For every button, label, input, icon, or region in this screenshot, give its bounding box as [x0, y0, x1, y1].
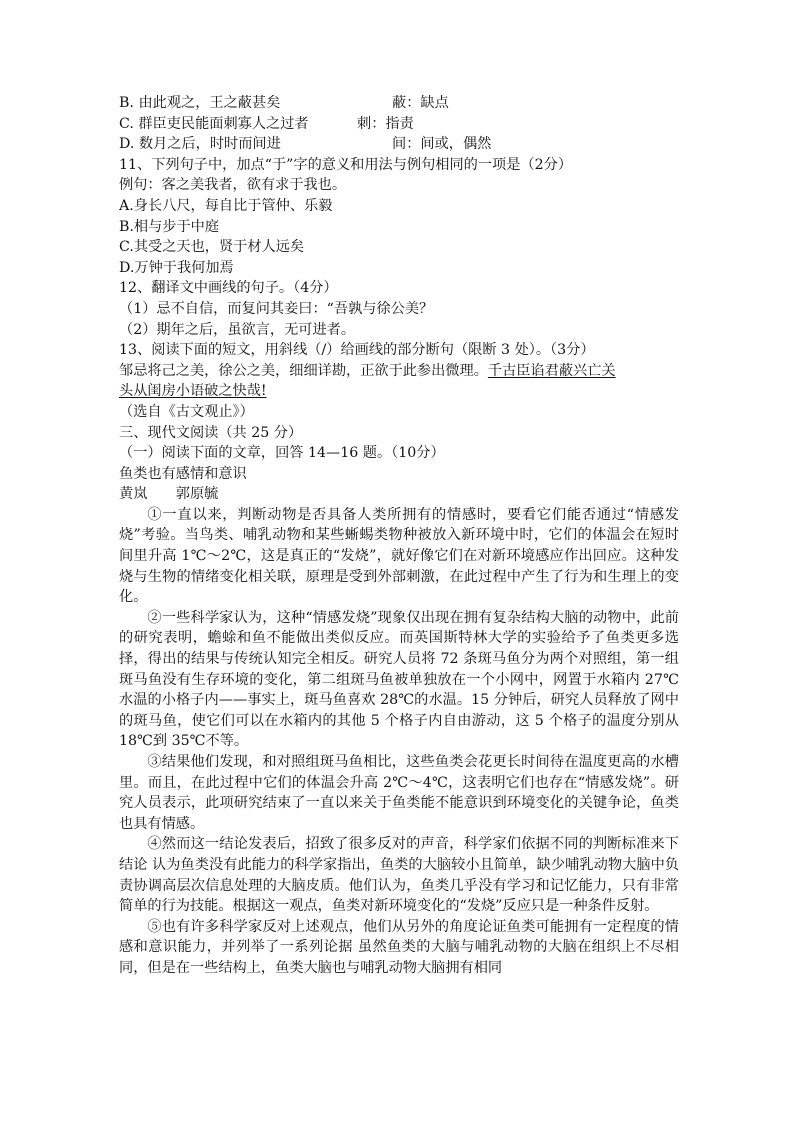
- article-authors: 黄岚 郭原毓: [119, 486, 219, 503]
- q10-option-c: [119, 114, 679, 135]
- option-text: D. 数月之后，时时而间进: [119, 136, 281, 153]
- q12-item-1: （1）忌不自信，而复问其妾曰：“吾孰与徐公美？: [119, 300, 434, 317]
- option-text: B. 由此观之，王之蔽甚矣: [119, 95, 281, 111]
- q13-stem: 13、阅读下面的短文，用斜线（/）给画线的部分断句（限断 3 处）。（3分）: [119, 342, 595, 359]
- q13-source: （选自《古文观止》）: [119, 403, 254, 420]
- q13-passage-line-2: [119, 381, 679, 402]
- q11-option-c: C.其受之天也，贤于材人远矣: [119, 239, 305, 256]
- section-heading: 三、现代文阅读（共 25 分）: [119, 424, 303, 441]
- article-paragraph-4: ④然而这一结论发表后，招致了很多反对的声音，科学家们依据不同的判断标准来下结论 认为鱼类没有此能力的科学家指出，鱼类的大脑较小且简单，缺少哺乳动物大脑中负责协调高层次信息处理的大脑皮质。他们认为，鱼类几乎没有学习和记忆能力，只有非常简单的行为技能。根据这一观点，鱼类对新环境变化的“发烧”反应只是一种条件反射。: [119, 836, 679, 915]
- passage-plain: 邹忌将己之美，徐公之美，细细详勘，正欲于此参出微理。: [119, 362, 488, 379]
- q11-option-a: A.身长八尺，每自比于管仲、乐毅: [119, 197, 333, 214]
- option-gloss: 刺：指责: [357, 115, 414, 132]
- q10-option-d: [119, 134, 679, 155]
- article-paragraph-5: ⑤也有许多科学家反对上述观点，他们从另外的角度论证鱼类可能拥有一定程度的情感和意识能力，并列举了一系列论据 虽然鱼类的大脑与哺乳动物的大脑在组织上不尽相同，但是在一些结构上，鱼类大脑也与哺乳动物大脑拥有相同: [119, 918, 679, 976]
- q12-item-2: （2）期年之后，虽欲言，无可进者。: [119, 321, 356, 338]
- option-gloss: 蔽：缺点: [392, 95, 449, 111]
- document-page: [119, 93, 679, 979]
- article-paragraph-3: ③结果他们发现，和对照组斑马鱼相比，这些鱼类会花更长时间待在温度更高的水槽里。而且，在此过程中它们的体温会升高 2℃～4℃，这表明它们也存在“情感发烧”。研究人员表示，此项研究结束了一直以来关于鱼类能不能意识到环境变化的关键争论，鱼类也具有情感。: [119, 754, 679, 832]
- q11-option-d: D.万钟于我何加焉: [119, 259, 234, 276]
- option-gloss: 间：间或，偶然: [392, 136, 492, 153]
- q10-option-b: [119, 93, 679, 114]
- option-text: C. 群臣吏民能面刺寡人之过者: [119, 115, 309, 132]
- passage-underlined: 千古臣谄君蔽兴亡关: [487, 362, 616, 379]
- q12-stem: 12、翻译文中画线的句子。（4分）: [119, 280, 338, 297]
- q11-example: 例句：客之美我者，欲有求于我也。: [119, 177, 347, 194]
- article-paragraph-2: ②一些科学家认为，这种“情感发烧”现象仅出现在拥有复杂结构大脑的动物中，此前的研究表明，蟾蜍和鱼不能做出类似反应。而英国斯特林大学的实验给予了鱼类更多选择，得出的结果与传统认知完全相反。研究人员将 72 条斑马鱼分为两个对照组，第一组斑马鱼没有生存环境的变化，第二组斑马鱼被单独放在一个小网中，网置于水箱内 27℃水温的小格子内——事实上，斑马鱼喜欢 28℃的水温。15 分钟后，研究人员释放了网中的斑马鱼，使它们可以在水箱内的其他 5 个格子内自由游动，这 5 个格子的温度分别从 18℃到 35℃不等。: [119, 609, 679, 750]
- passage-underlined: 头从闺房小语破之快哉!: [119, 383, 267, 400]
- q11-stem: 11、下列句子中，加点“于”字的意义和用法与例句相同的一项是（2分）: [119, 156, 573, 173]
- article-title: 鱼类也有感情和意识: [119, 465, 247, 482]
- article-paragraph-1: ①一直以来，判断动物是否具备人类所拥有的情感时，要看它们能否通过“情感发烧”考验。当鸟类、哺乳动物和某些蜥蜴类物种被放入新环境中时，它们的体温会在短时间里升高 1℃～2℃，这是真正的“发烧”，就好像它们在对新环境感应作出回应。这种发烧与生物的情绪变化相关联，原理是受到外部刺激，在此过程中产生了行为和生理上的变化。: [119, 506, 679, 606]
- q11-option-b: B.相与步于中庭: [119, 218, 220, 235]
- q13-passage-line-1: [119, 361, 679, 382]
- section-subheading: （一）阅读下面的文章，回答 14—16 题。（10分）: [119, 445, 445, 462]
